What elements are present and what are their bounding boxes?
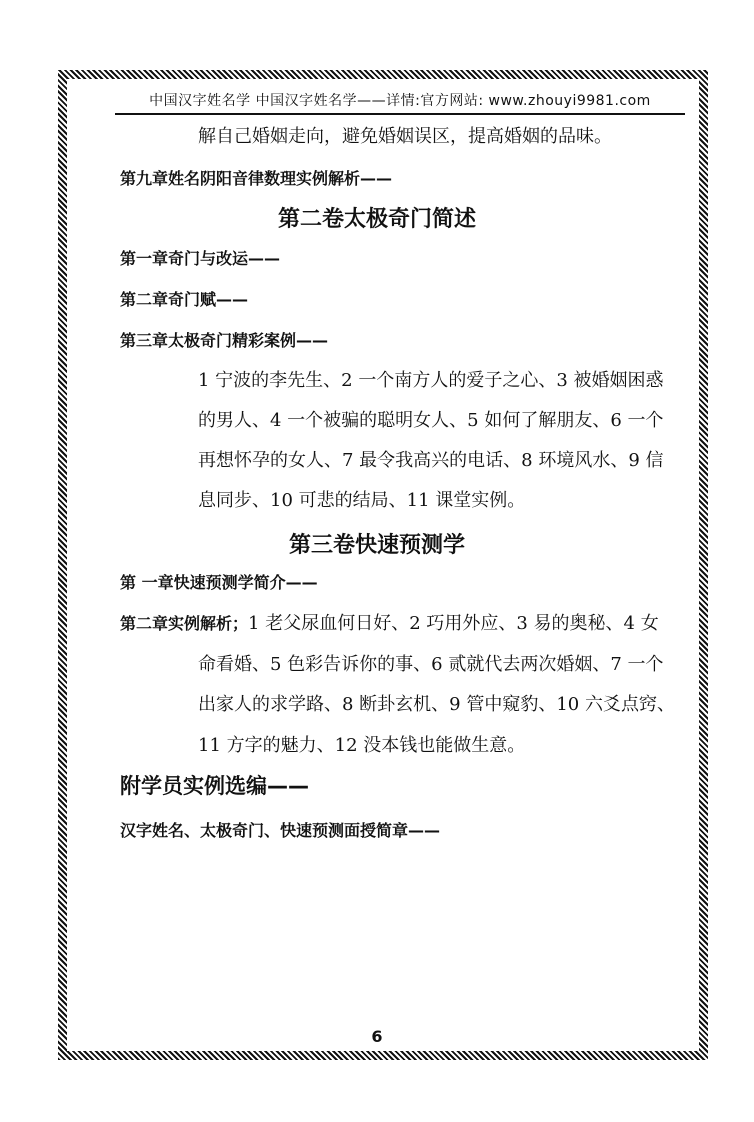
- vol2-chapter-1: 第一章奇门与改运——: [120, 249, 281, 268]
- vol3-chapter-1: 第 一章快速预测学简介——: [120, 573, 318, 592]
- example-list-line-4: 11 方字的魅力、12 没本钱也能做生意。: [198, 735, 526, 756]
- appendix-heading: 附学员实例选编——: [120, 774, 309, 798]
- vol3-chapter-2-text: 1 老父尿血何日好、2 巧用外应、3 易的奥秘、4 女: [248, 613, 659, 634]
- case-list-line-1: 1 宁波的李先生、2 一个南方人的爱子之心、3 被婚姻困惑: [198, 370, 664, 391]
- case-list-line-2: 的男人、4 一个被骗的聪明女人、5 如何了解朋友、6 一个: [198, 410, 664, 431]
- page-number: 6: [371, 1027, 383, 1046]
- case-list-line-3: 再想怀孕的女人、7 最令我高兴的电话、8 环境风水、9 信: [198, 450, 664, 471]
- page-header: 中国汉字姓名学 中国汉字姓名学——详情:官方网站: www.zhouyi9981.com: [149, 93, 651, 109]
- vol3-chapter-2: [120, 609, 659, 635]
- chapter-9-heading: 第九章姓名阴阳音律数理实例解析——: [120, 169, 393, 188]
- volume-3-title: 第三卷快速预测学: [288, 533, 465, 558]
- example-list-line-3: 出家人的求学路、8 断卦玄机、9 管中窥豹、10 六爻点窍、: [198, 694, 675, 715]
- text-line-1: 解自己婚姻走向，避免婚姻误区，提高婚姻的品味。: [198, 126, 612, 147]
- vol2-chapter-3: 第三章太极奇门精彩案例——: [120, 331, 329, 350]
- case-list-line-4: 息同步、10 可悲的结局、11 课堂实例。: [198, 490, 526, 511]
- example-list-line-2: 命看婚、5 色彩告诉你的事、6 贰就代去两次婚姻、7 一个: [198, 654, 664, 675]
- volume-2-title: 第二卷太极奇门简述: [277, 207, 476, 232]
- header-rule: [115, 113, 685, 115]
- vol2-chapter-2: 第二章奇门赋——: [120, 290, 249, 309]
- vol3-chapter-2-heading: 第二章实例解析；: [120, 614, 249, 633]
- appendix-subheading: 汉字姓名、太极奇门、快速预测面授简章——: [120, 821, 441, 840]
